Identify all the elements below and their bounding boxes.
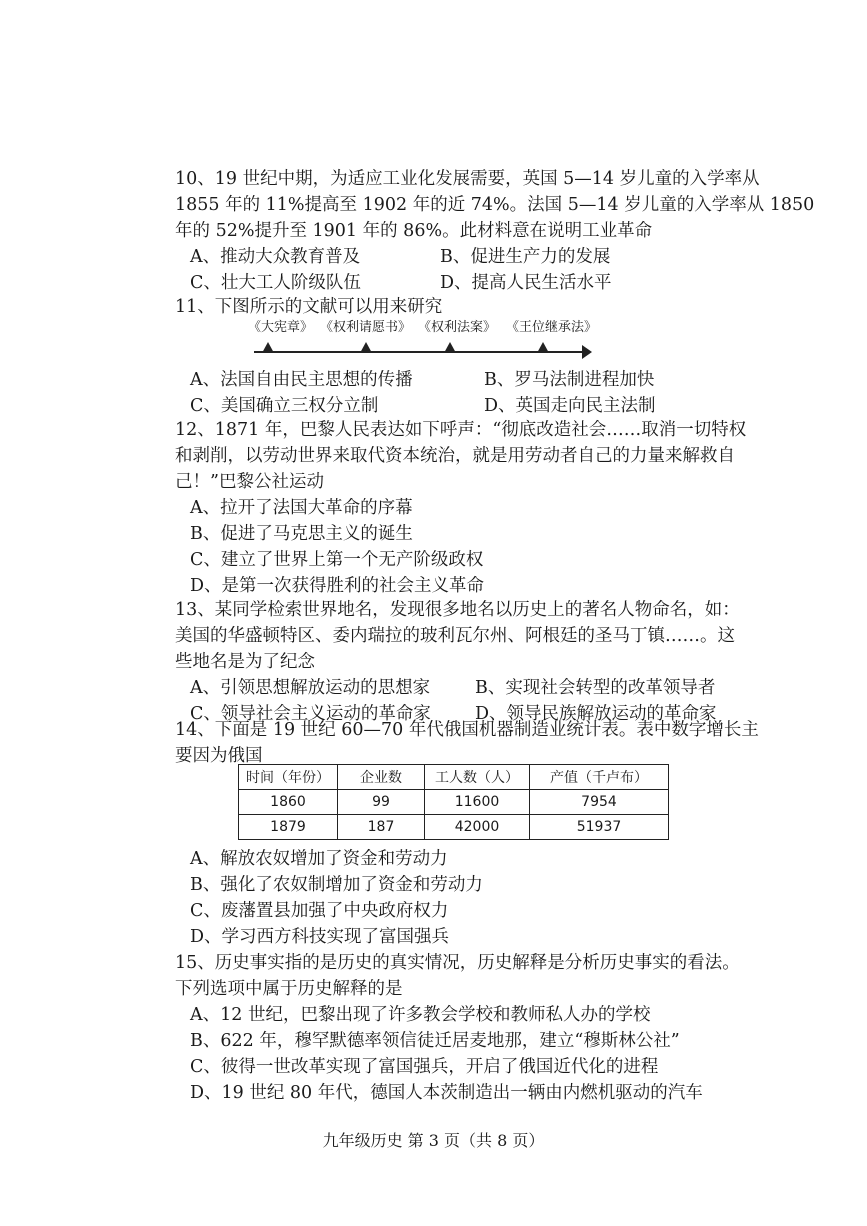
machinery-statistics-table <box>238 764 669 840</box>
q15-option-a: A、12 世纪，巴黎出现了许多教会学校和教师私人办的学校 <box>190 1005 651 1025</box>
q13-line3: 些地名是为了纪念 <box>175 652 315 672</box>
timeline-label-petition-of-right: 《权利请愿书》 <box>320 320 412 335</box>
table-cell: 187 <box>338 815 425 840</box>
q14-line1: 14、下面是 19 世纪 60—70 年代俄国机器制造业统计表。表中数字增长主 <box>175 720 759 740</box>
q11-option-d: D、英国走向民主法制 <box>484 396 656 416</box>
q12-option-c: C、建立了世界上第一个无产阶级政权 <box>190 550 484 570</box>
table-cell: 51937 <box>530 815 669 840</box>
q13-line2: 美国的华盛顿特区、委内瑞拉的玻利瓦尔州、阿根廷的圣马丁镇……。这 <box>175 626 735 646</box>
q15-option-d: D、19 世纪 80 年代，德国人本茨制造出一辆由内燃机驱动的汽车 <box>190 1083 703 1103</box>
q13-line1: 13、某同学检索世界地名，发现很多地名以历史上的著名人物命名，如： <box>175 600 740 620</box>
table-row <box>239 790 669 815</box>
q10-option-d: D、提高人民生活水平 <box>440 273 612 293</box>
table-cell: 1860 <box>239 790 338 815</box>
q15-option-b: B、622 年，穆罕默德率领信徒迁居麦地那，建立“穆斯林公社” <box>190 1031 680 1051</box>
table-row <box>239 815 669 840</box>
q15-option-c: C、彼得一世改革实现了富国强兵，开启了俄国近代化的进程 <box>190 1057 659 1077</box>
q14-line2: 要因为俄国 <box>175 746 263 766</box>
table-cell: 42000 <box>425 815 530 840</box>
table-cell: 99 <box>338 790 425 815</box>
q13-option-b: B、实现社会转型的改革领导者 <box>475 678 716 698</box>
timeline-label-magna-carta: 《大宪章》 <box>248 320 314 335</box>
q14-option-d: D、学习西方科技实现了富国强兵 <box>190 927 450 947</box>
q14-option-c: C、废藩置县加强了中央政府权力 <box>190 901 449 921</box>
q10-line2: 1855 年的 11%提高至 1902 年的近 74%。法国 5—14 岁儿童的入学率从 1850 <box>175 195 815 215</box>
q15-line1: 15、历史事实指的是历史的真实情况，历史解释是分析历史事实的看法。 <box>175 953 740 973</box>
q15-line2: 下列选项中属于历史解释的是 <box>175 979 403 999</box>
q12-line2: 和剥削，以劳动世界来取代资本统治，就是用劳动者自己的力量来解救自 <box>175 446 735 466</box>
q13-option-c: C、领导社会主义运动的革命家 <box>190 704 431 724</box>
q12-option-a: A、拉开了法国大革命的序幕 <box>190 498 413 518</box>
q12-option-b: B、促进了马克思主义的诞生 <box>190 524 413 544</box>
q11-line1: 11、下图所示的文献可以用来研究 <box>175 297 443 317</box>
timeline-label-act-of-settlement: 《王位继承法》 <box>506 320 598 335</box>
q10-option-a: A、推动大众教育普及 <box>190 247 361 267</box>
q11-option-b: B、罗马法制进程加快 <box>484 370 655 390</box>
q10-option-b: B、促进生产力的发展 <box>440 247 611 267</box>
q10-line1: 10、19 世纪中期，为适应工业化发展需要，英国 5—14 岁儿童的入学率从 <box>175 169 760 189</box>
timeline-label-bill-of-rights: 《权利法案》 <box>418 320 497 335</box>
q12-line3: 己！”巴黎公社运动 <box>175 472 324 492</box>
table-header-row <box>239 765 669 790</box>
table-header-workers: 工人数（人） <box>425 765 530 790</box>
timeline-marker <box>537 342 549 353</box>
table-header-year: 时间（年份） <box>239 765 338 790</box>
table-cell: 7954 <box>530 790 669 815</box>
q11-option-a: A、法国自由民主思想的传播 <box>190 370 413 390</box>
q11-option-c: C、美国确立三权分立制 <box>190 396 379 416</box>
table-header-enterprises: 企业数 <box>338 765 425 790</box>
q13-option-d: D、领导民族解放运动的革命家 <box>475 704 717 724</box>
table-cell: 11600 <box>425 790 530 815</box>
document-timeline <box>248 316 598 366</box>
q12-line1: 12、1871 年，巴黎人民表达如下呼声：“彻底改造社会……取消一切特权 <box>175 420 747 440</box>
page-footer: 九年级历史 第 3 页（共 8 页） <box>322 1131 545 1150</box>
timeline-marker <box>444 342 456 353</box>
q10-line3: 年的 52%提升至 1901 年的 86%。此材料意在说明工业革命 <box>175 221 653 241</box>
table-cell: 1879 <box>239 815 338 840</box>
timeline-arrow-icon <box>582 345 592 359</box>
timeline-marker <box>360 342 372 353</box>
q13-option-a: A、引领思想解放运动的思想家 <box>190 678 431 698</box>
timeline-marker <box>262 342 274 353</box>
q14-option-a: A、解放农奴增加了资金和劳动力 <box>190 849 448 869</box>
q12-option-d: D、是第一次获得胜利的社会主义革命 <box>190 576 485 596</box>
q10-option-c: C、壮大工人阶级队伍 <box>190 273 361 293</box>
q14-option-b: B、强化了农奴制增加了资金和劳动力 <box>190 875 483 895</box>
table-header-output: 产值（千卢布） <box>530 765 669 790</box>
